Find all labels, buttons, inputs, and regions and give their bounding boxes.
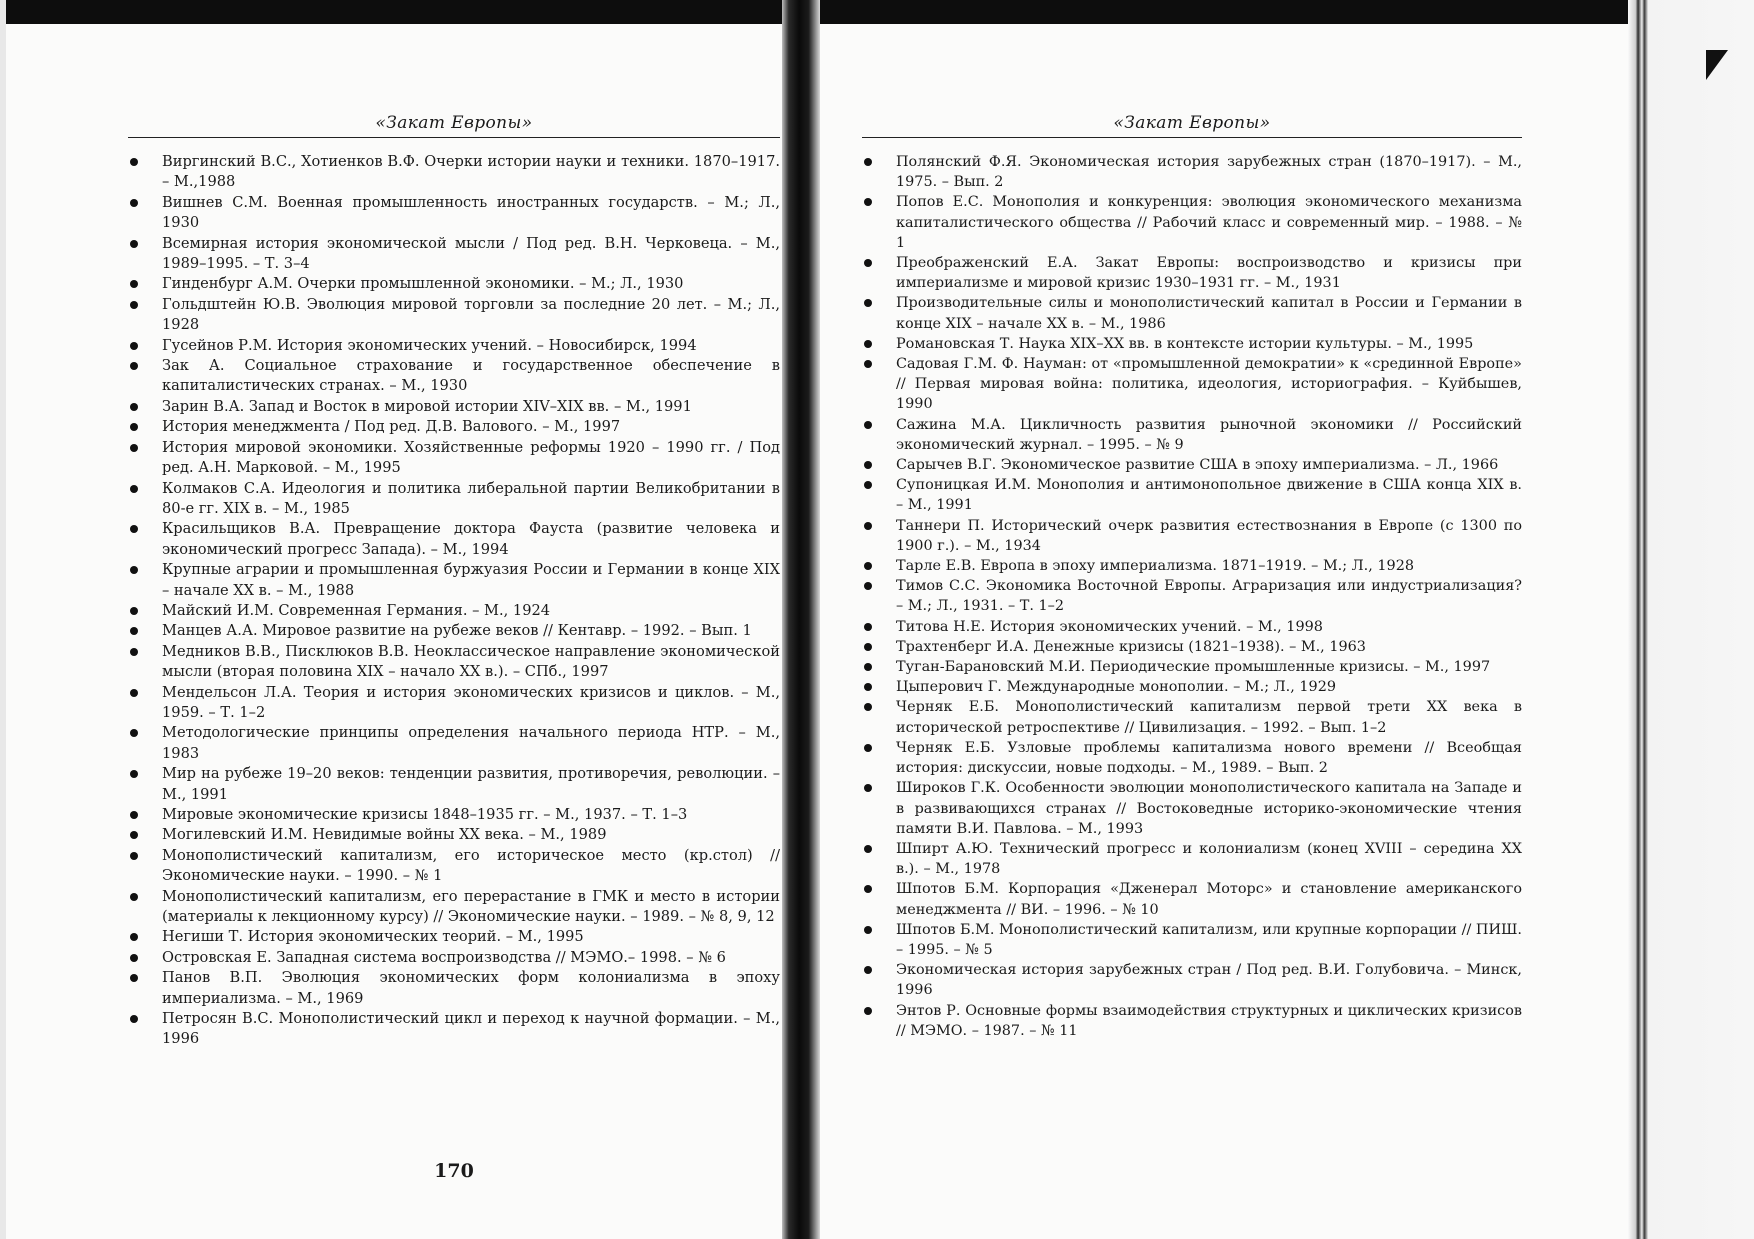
bibliography-entry-text: Мировые экономические кризисы 1848–1935 гг. – М., 1937. – Т. 1–3: [162, 806, 688, 823]
bibliography-entry-text: Шпотов Б.М. Монополистический капитализм, или крупные корпорации // ПИШ. – 1995. – № 5: [896, 921, 1522, 958]
bibliography-entry-text: Производительные силы и монополистический капитал в России и Германии в конце XIX – начале XX в. – М., 1986: [896, 295, 1522, 332]
bibliography-entry-text: Негиши Т. История экономических теорий. – М., 1995: [162, 928, 584, 946]
bullet-icon: [864, 299, 872, 307]
bibliography-entry-text: Шпирт А.Ю. Технический прогресс и колониализм (конец XVIII – середина XX в.). – М., 1978: [896, 840, 1522, 878]
bullet-icon: [130, 342, 138, 350]
bibliography-entry-text: Вишнев С.М. Военная промышленность иностранных государств. – М.; Л., 1930: [162, 193, 780, 232]
bibliography-entry-text: Колмаков С.А. Идеология и политика либеральной партии Великобритании в 80-е гг. XIX в. – М., 1985: [162, 479, 780, 517]
bibliography-entry: [128, 295, 780, 336]
bullet-icon: [130, 199, 138, 207]
bullet-icon: [864, 744, 872, 752]
bibliography-entry: [128, 846, 780, 887]
bibliography-entry-text: Зак А. Социальное страхование и государственное обеспечение в капиталистических странах. – М., 1930: [162, 357, 780, 395]
bullet-icon: [130, 444, 138, 452]
bullet-icon: [130, 566, 138, 574]
bibliography-entry-text: Панов В.П. Эволюция экономических форм колониализма в эпоху империализма. – М., 1969: [162, 969, 780, 1007]
bibliography-entry: [862, 253, 1522, 293]
bullet-icon: [130, 893, 138, 901]
bibliography-entry-text: Преображенский Е.А. Закат Европы: воспроизводство и кризисы при империализме и мировой кризис 1930–1931 гг. – М., 1931: [896, 255, 1522, 292]
bibliography-entry: [128, 336, 780, 356]
bibliography-entry: [128, 479, 780, 520]
bibliography-entry: [128, 417, 780, 437]
bibliography-entry: [862, 839, 1522, 879]
bibliography-entry-text: Полянский Ф.Я. Экономическая история зарубежных стран (1870–1917). – М., 1975. – Вып. 2: [896, 154, 1522, 191]
bibliography-entry-text: Мир на рубеже 19–20 веков: тенденции развития, противоречия, революции. – М., 1991: [162, 765, 780, 803]
bibliography-entry-text: Экономическая история зарубежных стран / Под ред. В.И. Голубовича. – Минск, 1996: [896, 962, 1522, 999]
bibliography-entry: [128, 193, 780, 234]
bibliography-entry: [862, 415, 1522, 455]
bullet-icon: [130, 933, 138, 941]
bullet-icon: [864, 885, 872, 893]
bullet-icon: [864, 259, 872, 267]
bullet-icon: [130, 729, 138, 737]
bibliography-entry: [862, 293, 1522, 333]
bibliography-entry: [862, 455, 1522, 475]
scan-left-border: [0, 0, 6, 1239]
bibliography-entry: [862, 657, 1522, 677]
book-gutter: [782, 0, 820, 1239]
bibliography-entry-text: Гинденбург А.М. Очерки промышленной экономики. – М.; Л., 1930: [162, 275, 684, 293]
bibliography-entry: [128, 234, 780, 275]
bullet-icon: [864, 1007, 872, 1015]
page-corner-fold: [1706, 50, 1728, 80]
bibliography-entry-text: Сажина М.А. Цикличность развития рыночной экономики // Российский экономический журнал. – 1995. – № 9: [896, 416, 1522, 453]
bullet-icon: [130, 485, 138, 493]
bibliography-entry-text: Супоницкая И.М. Монополия и антимонопольное движение в США конца XIX в. – М., 1991: [896, 477, 1522, 514]
bibliography-entry-text: Черняк Е.Б. Узловые проблемы капитализма нового времени // Всеобщая история: дискуссии, новые подходы. – М., 1989. – Вып. 2: [896, 739, 1522, 777]
bibliography-entry: [128, 968, 780, 1009]
bibliography-entry: [862, 354, 1522, 415]
bibliography-entry: [128, 642, 780, 683]
bibliography-entry-text: Тарле Е.В. Европа в эпоху империализма. 1871–1919. – М.; Л., 1928: [896, 558, 1415, 575]
running-header: «Закат Европы»: [862, 113, 1522, 138]
bibliography-entry-text: Майский И.М. Современная Германия. – М., 1924: [162, 601, 551, 619]
bibliography-entry: [128, 152, 780, 193]
bullet-icon: [130, 627, 138, 635]
bibliography-entry-text: Титова Н.Е. История экономических учений. – М., 1998: [896, 618, 1323, 635]
bullet-icon: [130, 811, 138, 819]
bibliography-entry: [128, 948, 780, 968]
bullet-icon: [864, 360, 872, 368]
bibliography-entry: [128, 438, 780, 479]
bibliography-entry-text: Всемирная история экономической мысли / Под ред. В.Н. Черковеца. – М., 1989–1995. – Т. 3–4: [162, 234, 780, 273]
bullet-icon: [864, 643, 872, 651]
bullet-icon: [130, 852, 138, 860]
bullet-icon: [864, 663, 872, 671]
running-header: «Закат Европы»: [128, 113, 780, 138]
bibliography-entry: [128, 887, 780, 928]
bibliography-entry-text: Цыперович Г. Международные монополии. – М.; Л., 1929: [896, 679, 1337, 696]
bullet-icon: [864, 926, 872, 934]
bibliography-entry: [862, 556, 1522, 576]
bibliography-entry: [862, 677, 1522, 697]
bibliography-list: [128, 152, 780, 1050]
bibliography-entry-text: Медников В.В., Писклюков В.В. Неоклассическое направление экономической мысли (вторая половина XIX – начало XX в.). – СПб., 1997: [162, 642, 780, 681]
bibliography-entry-text: Шпотов Б.М. Корпорация «Дженерал Моторс» и становление американского менеджмента // ВИ. – 1996. – № 10: [896, 881, 1522, 918]
bibliography-entry-text: Широков Г.К. Особенности эволюции монополистического капитала на Западе и в развивающихся странах // Востоковедные историко-экономические чтения памяти В.И. Павлова. – М., 1993: [896, 780, 1522, 837]
bibliography-entry-text: Могилевский И.М. Невидимые войны XX века. – М., 1989: [162, 826, 607, 844]
bullet-icon: [864, 966, 872, 974]
bullet-icon: [864, 461, 872, 469]
bibliography-entry-text: Сарычев В.Г. Экономическое развитие США в эпоху империализма. – Л., 1966: [896, 457, 1499, 474]
bullet-icon: [130, 954, 138, 962]
bibliography-entry-text: Монополистический капитализм, его историческое место (кр.стол) // Экономические науки. – 1990. – № 1: [162, 846, 780, 885]
bullet-icon: [864, 582, 872, 590]
bibliography-entry-text: Островская Е. Западная система воспроизводства // МЭМО.– 1998. – № 6: [162, 948, 726, 966]
bibliography-entry-text: Мендельсон Л.А. Теория и история экономических кризисов и циклов. – М., 1959. – Т. 1–2: [162, 683, 780, 721]
bibliography-entry: [128, 764, 780, 805]
bibliography-entry: [862, 475, 1522, 515]
bibliography-entry: [128, 601, 780, 621]
bibliography-entry-text: Тимов С.С. Экономика Восточной Европы. Аграризация или индустриализация? – М.; Л., 1931. – Т. 1–2: [896, 578, 1522, 615]
bibliography-entry: [128, 519, 780, 560]
bibliography-entry: [128, 1009, 780, 1050]
bullet-icon: [864, 158, 872, 166]
bibliography-entry: [862, 738, 1522, 778]
bibliography-entry-text: Зарин В.А. Запад и Восток в мировой истории XIV–XIX вв. – М., 1991: [162, 397, 692, 415]
bullet-icon: [864, 623, 872, 631]
bullet-icon: [864, 522, 872, 530]
bibliography-entry-text: Манцев А.А. Мировое развитие на рубеже веков // Кентавр. – 1992. – Вып. 1: [162, 622, 752, 640]
bibliography-entry-text: История мировой экономики. Хозяйственные реформы 1920 – 1990 гг. / Под ред. А.Н. Марковой. – М., 1995: [162, 438, 780, 477]
bullet-icon: [130, 974, 138, 982]
bibliography-entry-text: История менеджмента / Под ред. Д.В. Валового. – М., 1997: [162, 418, 621, 436]
bibliography-entry: [862, 920, 1522, 960]
bullet-icon: [130, 648, 138, 656]
bibliography-entry: [128, 683, 780, 724]
bibliography-entry: [128, 560, 780, 601]
bullet-icon: [130, 240, 138, 248]
bibliography-entry: [862, 576, 1522, 616]
bullet-icon: [130, 607, 138, 615]
bibliography-entry: [862, 960, 1522, 1000]
bibliography-list: [862, 152, 1522, 1041]
bibliography-entry-text: Виргинский В.С., Хотиенков В.Ф. Очерки истории науки и техники. 1870–1917. – М.,1988: [162, 153, 780, 191]
bibliography-entry-text: Гольдштейн Ю.В. Эволюция мировой торговли за последние 20 лет. – М.; Л., 1928: [162, 295, 780, 334]
bibliography-entry: [862, 879, 1522, 919]
bibliography-entry: [128, 805, 780, 825]
bibliography-entry: [862, 697, 1522, 737]
bullet-icon: [130, 362, 138, 370]
bibliography-entry: [862, 778, 1522, 839]
bibliography-entry: [128, 397, 780, 417]
bibliography-entry: [128, 621, 780, 641]
bibliography-entry-text: Садовая Г.М. Ф. Науман: от «промышленной демократии» к «срединной Европе» // Первая мировая война: политика, идеология, историография. – Куйбышев, 1990: [896, 356, 1522, 413]
bullet-icon: [130, 280, 138, 288]
bibliography-entry-text: Туган-Барановский М.И. Периодические промышленные кризисы. – М., 1997: [896, 659, 1491, 676]
bullet-icon: [130, 831, 138, 839]
bibliography-entry: [862, 334, 1522, 354]
bullet-icon: [864, 481, 872, 489]
bullet-icon: [864, 683, 872, 691]
bullet-icon: [130, 770, 138, 778]
bibliography-entry-text: Таннери П. Исторический очерк развития естествознания в Европе (с 1300 по 1900 г.). – М., 1934: [896, 517, 1522, 554]
bibliography-entry: [862, 637, 1522, 657]
bibliography-entry: [128, 274, 780, 294]
bibliography-entry-text: Монополистический капитализм, его перерастание в ГМК и место в истории (материалы к лекционному курсу) // Экономические науки. – 1989. – № 8, 9, 12: [162, 887, 780, 926]
bullet-icon: [864, 421, 872, 429]
bibliography-entry: [862, 617, 1522, 637]
bullet-icon: [130, 423, 138, 431]
bibliography-entry: [128, 356, 780, 397]
bibliography-entry: [128, 723, 780, 764]
bibliography-entry: [128, 825, 780, 845]
bibliography-entry-text: Энтов Р. Основные формы взаимодействия структурных и циклических кризисов // МЭМО. – 1987. – № 11: [896, 1002, 1522, 1039]
bibliography-entry-text: Петросян В.С. Монополистический цикл и переход к научной формации. – М., 1996: [162, 1010, 780, 1048]
bibliography-entry-text: Черняк Е.Б. Монополистический капитализм первой трети XX века в исторической ретроспективе // Цивилизация. – 1992. – Вып. 1–2: [896, 699, 1522, 736]
bullet-icon: [130, 158, 138, 166]
bullet-icon: [864, 703, 872, 711]
bullet-icon: [864, 784, 872, 792]
bibliography-entry-text: Попов Е.С. Монополия и конкуренция: эволюция экономического механизма капиталистического общества // Рабочий класс и современный мир. – 1988. – № 1: [896, 194, 1522, 251]
bullet-icon: [130, 689, 138, 697]
scan-right-border: [1628, 0, 1754, 1239]
bullet-icon: [130, 403, 138, 411]
bullet-icon: [864, 562, 872, 570]
bibliography-entry-text: Методологические принципы определения начального периода НТР. – М., 1983: [162, 724, 780, 762]
bibliography-entry: [862, 152, 1522, 192]
bibliography-entry: [862, 1001, 1522, 1041]
bibliography-entry: [128, 927, 780, 947]
bullet-icon: [864, 340, 872, 348]
page-number: 170: [434, 1160, 474, 1182]
bibliography-entry-text: Трахтенберг И.А. Денежные кризисы (1821–1938). – М., 1963: [896, 638, 1366, 655]
bullet-icon: [864, 845, 872, 853]
bibliography-entry-text: Гусейнов Р.М. История экономических учений. – Новосибирск, 1994: [162, 336, 697, 354]
bibliography-entry-text: Крупные аграрии и промышленная буржуазия России и Германии в конце XIX – начале XX в. – М., 1988: [162, 561, 780, 599]
bullet-icon: [130, 1015, 138, 1023]
scan-top-border: [0, 0, 1754, 24]
bullet-icon: [864, 198, 872, 206]
bibliography-entry-text: Романовская Т. Наука XIX–XX вв. в контексте истории культуры. – М., 1995: [896, 335, 1474, 352]
bibliography-entry: [862, 192, 1522, 253]
bullet-icon: [130, 525, 138, 533]
bullet-icon: [130, 301, 138, 309]
bibliography-entry: [862, 516, 1522, 556]
bibliography-entry-text: Красильщиков В.А. Превращение доктора Фауста (развитие человека и экономический прогресс Запада). – М., 1994: [162, 520, 780, 558]
